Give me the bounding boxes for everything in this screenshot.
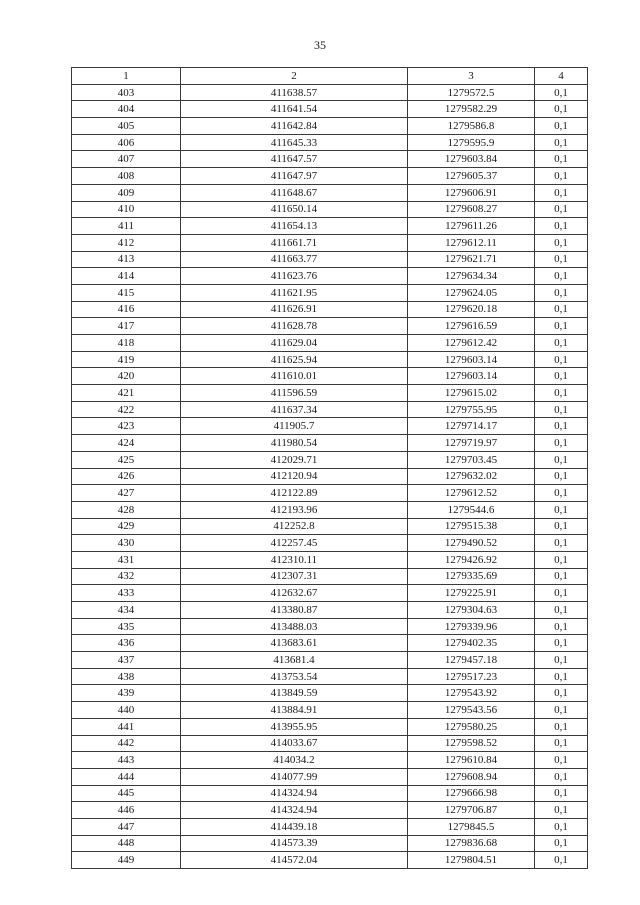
x-coordinate-cell: 414034.2 xyxy=(181,752,408,769)
point-number-cell: 415 xyxy=(72,284,181,301)
header-row xyxy=(72,68,588,85)
accuracy-cell: 0,1 xyxy=(535,134,588,151)
accuracy-cell: 0,1 xyxy=(535,535,588,552)
accuracy-cell: 0,1 xyxy=(535,618,588,635)
table-header xyxy=(72,68,588,85)
accuracy-cell: 0,1 xyxy=(535,602,588,619)
accuracy-cell: 0,1 xyxy=(535,218,588,235)
y-coordinate-cell: 1279616.59 xyxy=(408,318,535,335)
table-row xyxy=(72,535,588,552)
table-row xyxy=(72,635,588,652)
table-row xyxy=(72,201,588,218)
x-coordinate-cell: 413753.54 xyxy=(181,668,408,685)
table-row xyxy=(72,151,588,168)
table-row xyxy=(72,184,588,201)
x-coordinate-cell: 414324.94 xyxy=(181,785,408,802)
x-coordinate-cell: 411628.78 xyxy=(181,318,408,335)
y-coordinate-cell: 1279611.26 xyxy=(408,218,535,235)
y-coordinate-cell: 1279517.23 xyxy=(408,668,535,685)
accuracy-cell: 0,1 xyxy=(535,768,588,785)
point-number-cell: 428 xyxy=(72,501,181,518)
point-number-cell: 421 xyxy=(72,385,181,402)
table-row xyxy=(72,418,588,435)
y-coordinate-cell: 1279804.51 xyxy=(408,852,535,869)
point-number-cell: 426 xyxy=(72,468,181,485)
x-coordinate-cell: 411663.77 xyxy=(181,251,408,268)
accuracy-cell: 0,1 xyxy=(535,401,588,418)
x-coordinate-cell: 412257.45 xyxy=(181,535,408,552)
x-coordinate-cell: 412122.89 xyxy=(181,485,408,502)
table-row xyxy=(72,835,588,852)
point-number-cell: 424 xyxy=(72,435,181,452)
point-number-cell: 447 xyxy=(72,818,181,835)
y-coordinate-cell: 1279490.52 xyxy=(408,535,535,552)
y-coordinate-cell: 1279543.56 xyxy=(408,702,535,719)
table-row xyxy=(72,735,588,752)
y-coordinate-cell: 1279580.25 xyxy=(408,718,535,735)
table-row xyxy=(72,718,588,735)
x-coordinate-cell: 414324.94 xyxy=(181,802,408,819)
table-row xyxy=(72,351,588,368)
x-coordinate-cell: 411980.54 xyxy=(181,435,408,452)
y-coordinate-cell: 1279606.91 xyxy=(408,184,535,201)
point-number-cell: 432 xyxy=(72,568,181,585)
table-row xyxy=(72,168,588,185)
point-number-cell: 445 xyxy=(72,785,181,802)
x-coordinate-cell: 411621.95 xyxy=(181,284,408,301)
accuracy-cell: 0,1 xyxy=(535,151,588,168)
x-coordinate-cell: 412307.31 xyxy=(181,568,408,585)
point-number-cell: 436 xyxy=(72,635,181,652)
header-cell-1: 1 xyxy=(72,68,181,85)
y-coordinate-cell: 1279610.84 xyxy=(408,752,535,769)
accuracy-cell: 0,1 xyxy=(535,234,588,251)
y-coordinate-cell: 1279225.91 xyxy=(408,585,535,602)
table-row xyxy=(72,301,588,318)
x-coordinate-cell: 411623.76 xyxy=(181,268,408,285)
point-number-cell: 414 xyxy=(72,268,181,285)
accuracy-cell: 0,1 xyxy=(535,468,588,485)
accuracy-cell: 0,1 xyxy=(535,835,588,852)
accuracy-cell: 0,1 xyxy=(535,852,588,869)
x-coordinate-cell: 411647.97 xyxy=(181,168,408,185)
accuracy-cell: 0,1 xyxy=(535,785,588,802)
table-row xyxy=(72,335,588,352)
x-coordinate-cell: 413683.61 xyxy=(181,635,408,652)
y-coordinate-cell: 1279544.6 xyxy=(408,501,535,518)
accuracy-cell: 0,1 xyxy=(535,251,588,268)
y-coordinate-cell: 1279605.37 xyxy=(408,168,535,185)
x-coordinate-cell: 413488.03 xyxy=(181,618,408,635)
accuracy-cell: 0,1 xyxy=(535,551,588,568)
table-row xyxy=(72,101,588,118)
accuracy-cell: 0,1 xyxy=(535,451,588,468)
accuracy-cell: 0,1 xyxy=(535,501,588,518)
y-coordinate-cell: 1279612.52 xyxy=(408,485,535,502)
x-coordinate-cell: 413380.87 xyxy=(181,602,408,619)
point-number-cell: 440 xyxy=(72,702,181,719)
point-number-cell: 409 xyxy=(72,184,181,201)
table-row xyxy=(72,284,588,301)
x-coordinate-cell: 413884.91 xyxy=(181,702,408,719)
y-coordinate-cell: 1279339.96 xyxy=(408,618,535,635)
x-coordinate-cell: 411647.57 xyxy=(181,151,408,168)
x-coordinate-cell: 411629.04 xyxy=(181,335,408,352)
table-row xyxy=(72,401,588,418)
point-number-cell: 416 xyxy=(72,301,181,318)
point-number-cell: 408 xyxy=(72,168,181,185)
x-coordinate-cell: 412120.94 xyxy=(181,468,408,485)
point-number-cell: 439 xyxy=(72,685,181,702)
accuracy-cell: 0,1 xyxy=(535,101,588,118)
accuracy-cell: 0,1 xyxy=(535,685,588,702)
x-coordinate-cell: 414572.04 xyxy=(181,852,408,869)
point-number-cell: 448 xyxy=(72,835,181,852)
x-coordinate-cell: 411626.91 xyxy=(181,301,408,318)
table-row xyxy=(72,368,588,385)
point-number-cell: 403 xyxy=(72,84,181,101)
table-row xyxy=(72,818,588,835)
x-coordinate-cell: 414439.18 xyxy=(181,818,408,835)
point-number-cell: 418 xyxy=(72,335,181,352)
point-number-cell: 422 xyxy=(72,401,181,418)
y-coordinate-cell: 1279603.14 xyxy=(408,368,535,385)
y-coordinate-cell: 1279634.34 xyxy=(408,268,535,285)
y-coordinate-cell: 1279666.98 xyxy=(408,785,535,802)
point-number-cell: 441 xyxy=(72,718,181,735)
table-row xyxy=(72,118,588,135)
y-coordinate-cell: 1279402.35 xyxy=(408,635,535,652)
x-coordinate-cell: 411648.67 xyxy=(181,184,408,201)
x-coordinate-cell: 411905.7 xyxy=(181,418,408,435)
accuracy-cell: 0,1 xyxy=(535,84,588,101)
x-coordinate-cell: 414077.99 xyxy=(181,768,408,785)
accuracy-cell: 0,1 xyxy=(535,385,588,402)
table-row xyxy=(72,318,588,335)
y-coordinate-cell: 1279755.95 xyxy=(408,401,535,418)
point-number-cell: 420 xyxy=(72,368,181,385)
x-coordinate-cell: 413681.4 xyxy=(181,652,408,669)
point-number-cell: 413 xyxy=(72,251,181,268)
table-row xyxy=(72,802,588,819)
y-coordinate-cell: 1279608.94 xyxy=(408,768,535,785)
y-coordinate-cell: 1279621.71 xyxy=(408,251,535,268)
table-row xyxy=(72,668,588,685)
y-coordinate-cell: 1279845.5 xyxy=(408,818,535,835)
accuracy-cell: 0,1 xyxy=(535,702,588,719)
point-number-cell: 431 xyxy=(72,551,181,568)
point-number-cell: 423 xyxy=(72,418,181,435)
accuracy-cell: 0,1 xyxy=(535,335,588,352)
accuracy-cell: 0,1 xyxy=(535,118,588,135)
point-number-cell: 410 xyxy=(72,201,181,218)
accuracy-cell: 0,1 xyxy=(535,351,588,368)
y-coordinate-cell: 1279582.29 xyxy=(408,101,535,118)
x-coordinate-cell: 411650.14 xyxy=(181,201,408,218)
page-number: 35 xyxy=(314,38,326,52)
y-coordinate-cell: 1279586.8 xyxy=(408,118,535,135)
table-row xyxy=(72,218,588,235)
x-coordinate-cell: 411654.13 xyxy=(181,218,408,235)
y-coordinate-cell: 1279595.9 xyxy=(408,134,535,151)
accuracy-cell: 0,1 xyxy=(535,184,588,201)
point-number-cell: 405 xyxy=(72,118,181,135)
table-row xyxy=(72,852,588,869)
accuracy-cell: 0,1 xyxy=(535,652,588,669)
accuracy-cell: 0,1 xyxy=(535,668,588,685)
accuracy-cell: 0,1 xyxy=(535,818,588,835)
accuracy-cell: 0,1 xyxy=(535,568,588,585)
y-coordinate-cell: 1279304.63 xyxy=(408,602,535,619)
x-coordinate-cell: 413849.59 xyxy=(181,685,408,702)
accuracy-cell: 0,1 xyxy=(535,284,588,301)
table-row xyxy=(72,468,588,485)
y-coordinate-cell: 1279703.45 xyxy=(408,451,535,468)
x-coordinate-cell: 413955.95 xyxy=(181,718,408,735)
x-coordinate-cell: 412193.96 xyxy=(181,501,408,518)
table-row xyxy=(72,602,588,619)
point-number-cell: 406 xyxy=(72,134,181,151)
accuracy-cell: 0,1 xyxy=(535,752,588,769)
coordinates-table xyxy=(71,67,588,869)
y-coordinate-cell: 1279836.68 xyxy=(408,835,535,852)
point-number-cell: 430 xyxy=(72,535,181,552)
point-number-cell: 412 xyxy=(72,234,181,251)
y-coordinate-cell: 1279714.17 xyxy=(408,418,535,435)
x-coordinate-cell: 411637.34 xyxy=(181,401,408,418)
x-coordinate-cell: 411596.59 xyxy=(181,385,408,402)
table-row xyxy=(72,234,588,251)
table-row xyxy=(72,551,588,568)
y-coordinate-cell: 1279515.38 xyxy=(408,518,535,535)
y-coordinate-cell: 1279608.27 xyxy=(408,201,535,218)
point-number-cell: 425 xyxy=(72,451,181,468)
y-coordinate-cell: 1279335.69 xyxy=(408,568,535,585)
y-coordinate-cell: 1279598.52 xyxy=(408,735,535,752)
table-row xyxy=(72,568,588,585)
x-coordinate-cell: 411661.71 xyxy=(181,234,408,251)
header-cell-3: 3 xyxy=(408,68,535,85)
point-number-cell: 442 xyxy=(72,735,181,752)
table-row xyxy=(72,518,588,535)
table-row xyxy=(72,385,588,402)
table-row xyxy=(72,585,588,602)
header-cell-2: 2 xyxy=(181,68,408,85)
accuracy-cell: 0,1 xyxy=(535,735,588,752)
accuracy-cell: 0,1 xyxy=(535,435,588,452)
point-number-cell: 437 xyxy=(72,652,181,669)
point-number-cell: 449 xyxy=(72,852,181,869)
point-number-cell: 434 xyxy=(72,602,181,619)
table-row xyxy=(72,435,588,452)
table-row xyxy=(72,501,588,518)
y-coordinate-cell: 1279457.18 xyxy=(408,652,535,669)
accuracy-cell: 0,1 xyxy=(535,485,588,502)
point-number-cell: 438 xyxy=(72,668,181,685)
table-row xyxy=(72,685,588,702)
accuracy-cell: 0,1 xyxy=(535,201,588,218)
point-number-cell: 429 xyxy=(72,518,181,535)
table-row xyxy=(72,702,588,719)
accuracy-cell: 0,1 xyxy=(535,518,588,535)
point-number-cell: 411 xyxy=(72,218,181,235)
x-coordinate-cell: 412029.71 xyxy=(181,451,408,468)
accuracy-cell: 0,1 xyxy=(535,585,588,602)
table-row xyxy=(72,451,588,468)
x-coordinate-cell: 414033.67 xyxy=(181,735,408,752)
x-coordinate-cell: 412310.11 xyxy=(181,551,408,568)
point-number-cell: 433 xyxy=(72,585,181,602)
x-coordinate-cell: 414573.39 xyxy=(181,835,408,852)
y-coordinate-cell: 1279615.02 xyxy=(408,385,535,402)
header-cell-4: 4 xyxy=(535,68,588,85)
accuracy-cell: 0,1 xyxy=(535,418,588,435)
x-coordinate-cell: 411638.57 xyxy=(181,84,408,101)
table-row xyxy=(72,618,588,635)
point-number-cell: 443 xyxy=(72,752,181,769)
table-row xyxy=(72,268,588,285)
point-number-cell: 407 xyxy=(72,151,181,168)
y-coordinate-cell: 1279543.92 xyxy=(408,685,535,702)
x-coordinate-cell: 411642.84 xyxy=(181,118,408,135)
x-coordinate-cell: 412252.8 xyxy=(181,518,408,535)
y-coordinate-cell: 1279603.14 xyxy=(408,351,535,368)
accuracy-cell: 0,1 xyxy=(535,168,588,185)
x-coordinate-cell: 411645.33 xyxy=(181,134,408,151)
accuracy-cell: 0,1 xyxy=(535,368,588,385)
point-number-cell: 427 xyxy=(72,485,181,502)
y-coordinate-cell: 1279624.05 xyxy=(408,284,535,301)
point-number-cell: 446 xyxy=(72,802,181,819)
accuracy-cell: 0,1 xyxy=(535,635,588,652)
y-coordinate-cell: 1279426.92 xyxy=(408,551,535,568)
table-row xyxy=(72,251,588,268)
y-coordinate-cell: 1279719.97 xyxy=(408,435,535,452)
accuracy-cell: 0,1 xyxy=(535,268,588,285)
table-row xyxy=(72,768,588,785)
table-row xyxy=(72,752,588,769)
table-row xyxy=(72,485,588,502)
table-row xyxy=(72,84,588,101)
y-coordinate-cell: 1279603.84 xyxy=(408,151,535,168)
y-coordinate-cell: 1279612.42 xyxy=(408,335,535,352)
point-number-cell: 404 xyxy=(72,101,181,118)
x-coordinate-cell: 411641.54 xyxy=(181,101,408,118)
y-coordinate-cell: 1279572.5 xyxy=(408,84,535,101)
accuracy-cell: 0,1 xyxy=(535,802,588,819)
table-body xyxy=(72,84,588,868)
table-row xyxy=(72,785,588,802)
y-coordinate-cell: 1279632.02 xyxy=(408,468,535,485)
y-coordinate-cell: 1279620.18 xyxy=(408,301,535,318)
x-coordinate-cell: 412632.67 xyxy=(181,585,408,602)
table-row xyxy=(72,134,588,151)
x-coordinate-cell: 411625.94 xyxy=(181,351,408,368)
accuracy-cell: 0,1 xyxy=(535,318,588,335)
point-number-cell: 417 xyxy=(72,318,181,335)
y-coordinate-cell: 1279706.87 xyxy=(408,802,535,819)
point-number-cell: 435 xyxy=(72,618,181,635)
x-coordinate-cell: 411610.01 xyxy=(181,368,408,385)
point-number-cell: 444 xyxy=(72,768,181,785)
point-number-cell: 419 xyxy=(72,351,181,368)
accuracy-cell: 0,1 xyxy=(535,718,588,735)
accuracy-cell: 0,1 xyxy=(535,301,588,318)
table-row xyxy=(72,652,588,669)
y-coordinate-cell: 1279612.11 xyxy=(408,234,535,251)
